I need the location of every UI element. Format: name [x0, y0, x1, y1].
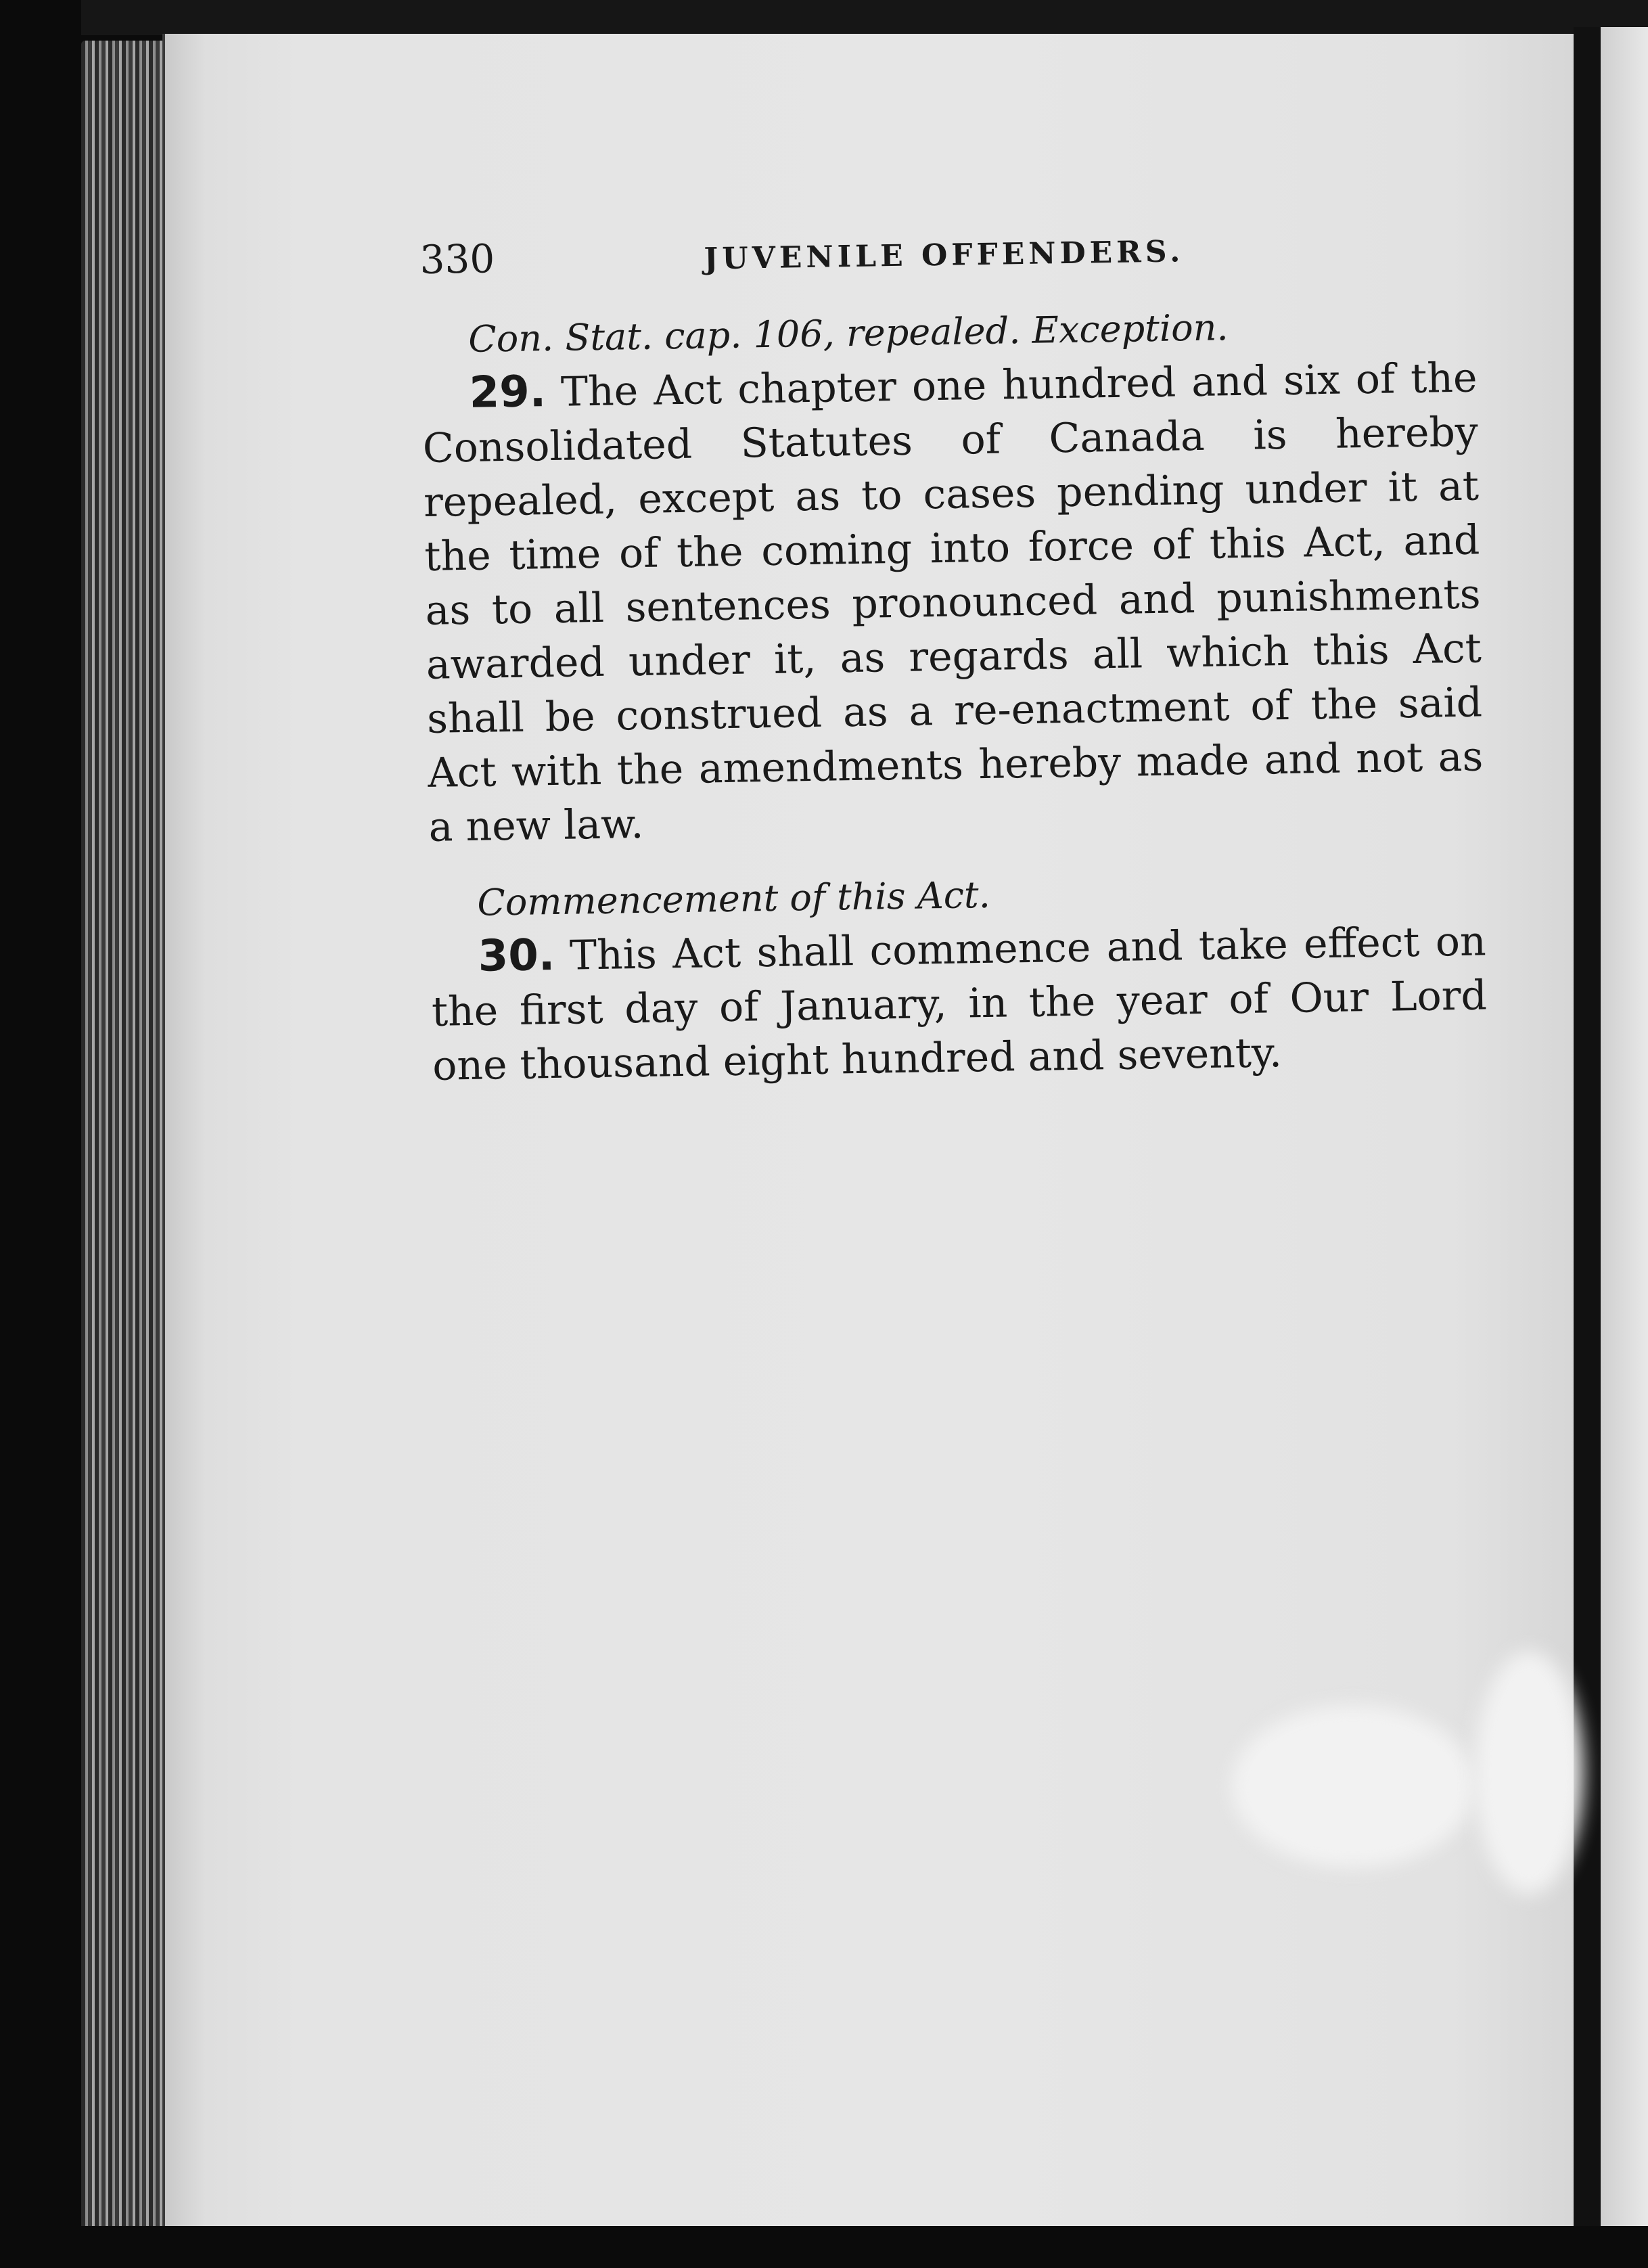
page-number: 330	[419, 235, 495, 283]
section-number: 30.	[478, 930, 555, 982]
marginal-note: Con. Stat. cap. 106, repealed. Exception.	[467, 306, 1229, 361]
adjacent-page-edge	[1601, 27, 1648, 2253]
scan-bottom-border	[0, 2226, 1648, 2268]
light-blemish	[1475, 1651, 1583, 1895]
scan-top-border	[81, 0, 1648, 35]
section-text: This Act shall commence and take effect on the first day of January, in the year of Our Lord one thousand eight hundred and seventy.	[431, 917, 1488, 1090]
page-text	[419, 220, 1488, 1093]
section-29	[421, 350, 1484, 854]
running-title: JUVENILE OFFENDERS.	[704, 234, 1185, 277]
section-number: 29.	[469, 367, 547, 418]
section-30	[430, 913, 1488, 1093]
section-text: The Act chapter one hundred and six of the Consolidated Statutes of Canada is hereby repealed, except as to cases pending under it at the time of the coming into force of this Act, and as to all sentences pronounced and punishments awarded under it, as regards all which this Act shall be construed as a re-enactment of the said Act with the amendments hereby made and not as a new law.	[422, 354, 1484, 851]
marginal-note: Commencement of this Act.	[476, 873, 991, 924]
light-blemish	[1231, 1705, 1475, 1867]
book-gutter-shadow	[1574, 27, 1601, 2253]
